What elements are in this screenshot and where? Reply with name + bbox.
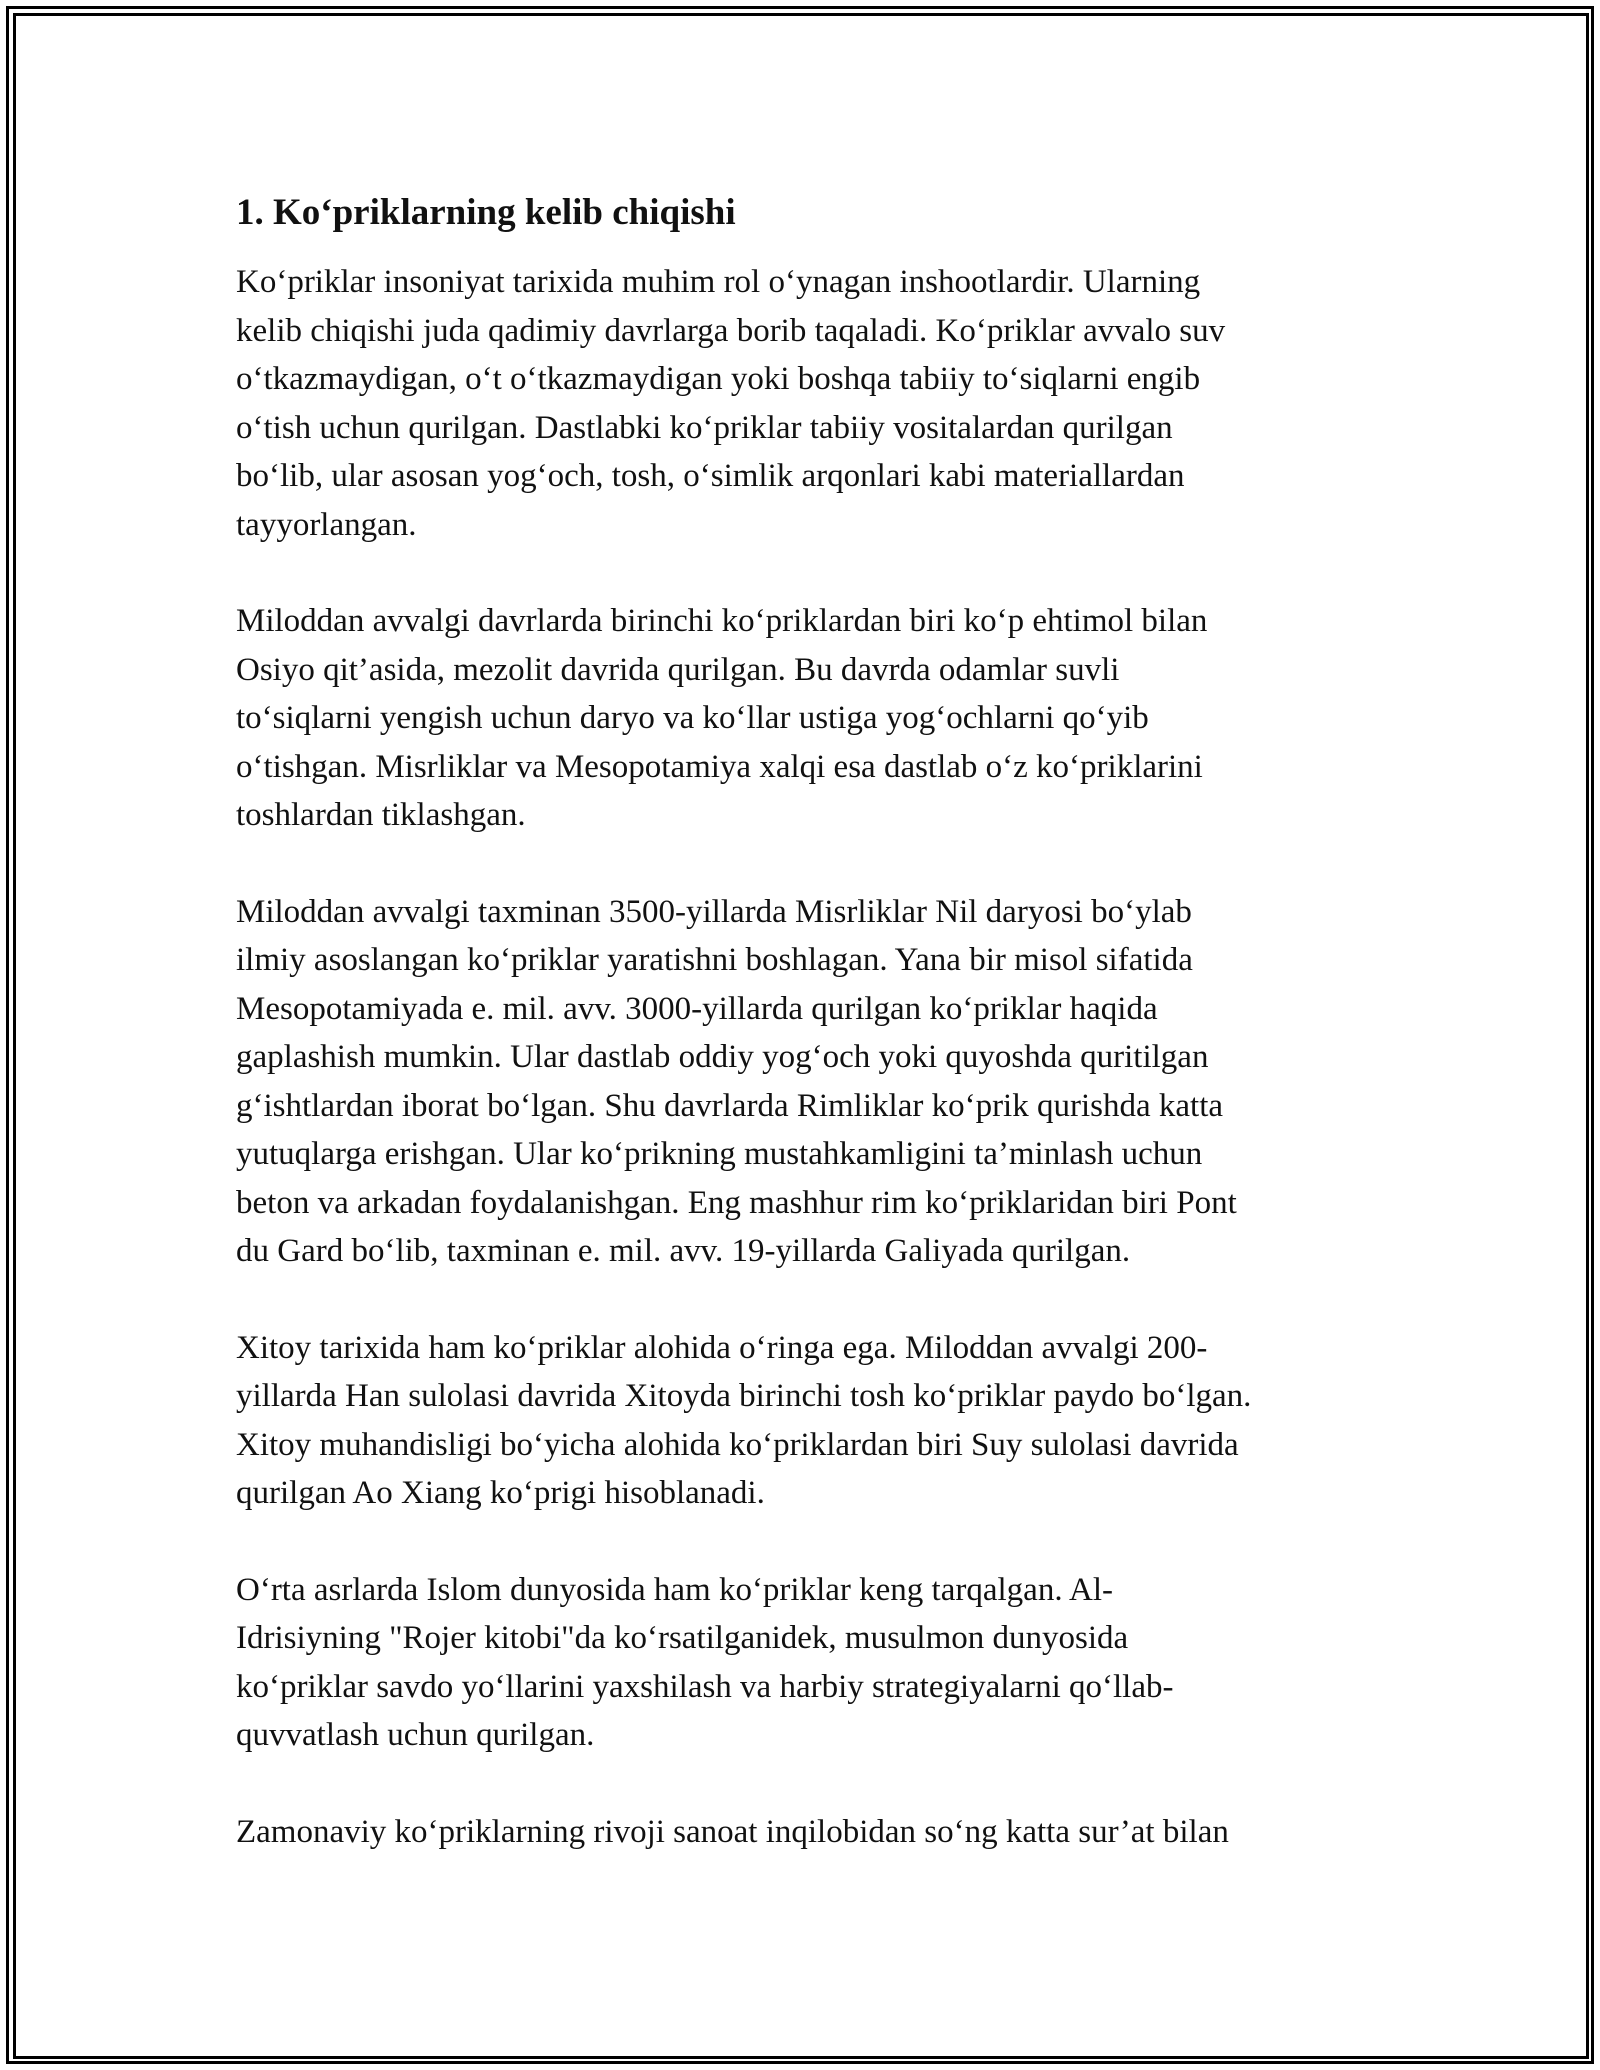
text-line: to‘siqlarni yengish uchun daryo va ko‘llar ustiga yog‘ochlarni qo‘yib [236, 700, 1149, 736]
text-line: bo‘lib, ular asosan yog‘och, tosh, o‘simlik arqonlari kabi materiallardan [236, 458, 1185, 494]
text-line: beton va arkadan foydalanishgan. Eng mashhur rim ko‘priklaridan biri Pont [236, 1184, 1237, 1221]
text-line: kelib chiqishi juda qadimiy davrlarga borib taqaladi. Ko‘priklar avvalo suv [236, 312, 1226, 349]
text-line: yutuqlarga erishgan. Ular ko‘prikning mustahkamligini ta’minlash uchun [236, 1136, 1203, 1172]
text-line: gaplashish mumkin. Ular dastlab oddiy yog‘och yoki quyoshda quritilgan [236, 1039, 1209, 1075]
paragraph-6 [236, 1808, 1376, 1857]
paragraph-2 [236, 597, 1376, 840]
text-line: tayyorlangan. [236, 506, 417, 543]
text-line: ko‘priklar savdo yo‘llarini yaxshilash va harbiy strategiyalarni qo‘llab- [236, 1668, 1174, 1705]
text-line: Ko‘priklar insoniyat tarixida muhim rol o‘ynagan inshootlardir. Ularning [236, 264, 1201, 300]
text-line: Miloddan avvalgi davrlarda birinchi ko‘priklardan biri ko‘p ehtimol bilan [236, 603, 1208, 639]
section-heading: 1. Ko‘priklarning kelib chiqishi [236, 192, 736, 233]
text-line: Xitoy tarixida ham ko‘priklar alohida o‘ringa ega. Miloddan avvalgi 200- [236, 1329, 1208, 1366]
text-line: g‘ishtlardan iborat bo‘lgan. Shu davrlarda Rimliklar ko‘prik qurishda katta [236, 1087, 1224, 1124]
paragraph-4 [236, 1324, 1376, 1518]
text-line: o‘tishgan. Misrliklar va Mesopotamiya xalqi esa dastlab o‘z ko‘priklarini [236, 748, 1203, 785]
paragraph-list [236, 258, 1376, 1856]
text-line: Mesopotamiyada e. mil. avv. 3000-yillarda qurilgan ko‘priklar haqida [236, 990, 1158, 1027]
paragraph-5 [236, 1566, 1376, 1760]
text-line: quvvatlash uchun qurilgan. [236, 1717, 595, 1753]
paragraph-3 [236, 888, 1376, 1276]
text-line: Idrisiyning "Rojer kitobi"da ko‘rsatilganidek, musulmon dunyosida [236, 1620, 1129, 1656]
text-line: toshlardan tiklashgan. [236, 797, 526, 833]
text-line: o‘tkazmaydigan, o‘t o‘tkazmaydigan yoki boshqa tabiiy to‘siqlarni engib [236, 361, 1201, 397]
text-line: O‘rta asrlarda Islom dunyosida ham ko‘priklar keng tarqalgan. Al- [236, 1571, 1113, 1608]
text-line: o‘tish uchun qurilgan. Dastlabki ko‘priklar tabiiy vositalardan qurilgan [236, 409, 1173, 446]
document-body [236, 188, 1376, 1904]
paragraph-1 [236, 258, 1376, 549]
text-line: qurilgan Ao Xiang ko‘prigi hisoblanadi. [236, 1475, 765, 1511]
text-line: ilmiy asoslangan ko‘priklar yaratishni boshlagan. Yana bir misol sifatida [236, 942, 1193, 978]
text-line: Xitoy muhandisligi bo‘yicha alohida ko‘priklardan biri Suy sulolasi davrida [236, 1426, 1239, 1463]
text-line: du Gard bo‘lib, taxminan e. mil. avv. 19-yillarda Galiyada qurilgan. [236, 1233, 1131, 1269]
text-line: Miloddan avvalgi taxminan 3500-yillarda Misrliklar Nil daryosi bo‘ylab [236, 893, 1192, 930]
text-line: Osiyo qit’asida, mezolit davrida qurilgan. Bu davrda odamlar suvli [236, 651, 1120, 688]
text-line: yillarda Han sulolasi davrida Xitoyda birinchi tosh ko‘priklar paydo bo‘lgan. [236, 1378, 1252, 1414]
text-line: Zamonaviy ko‘priklarning rivoji sanoat inqilobidan so‘ng katta sur’at bilan [236, 1813, 1229, 1850]
